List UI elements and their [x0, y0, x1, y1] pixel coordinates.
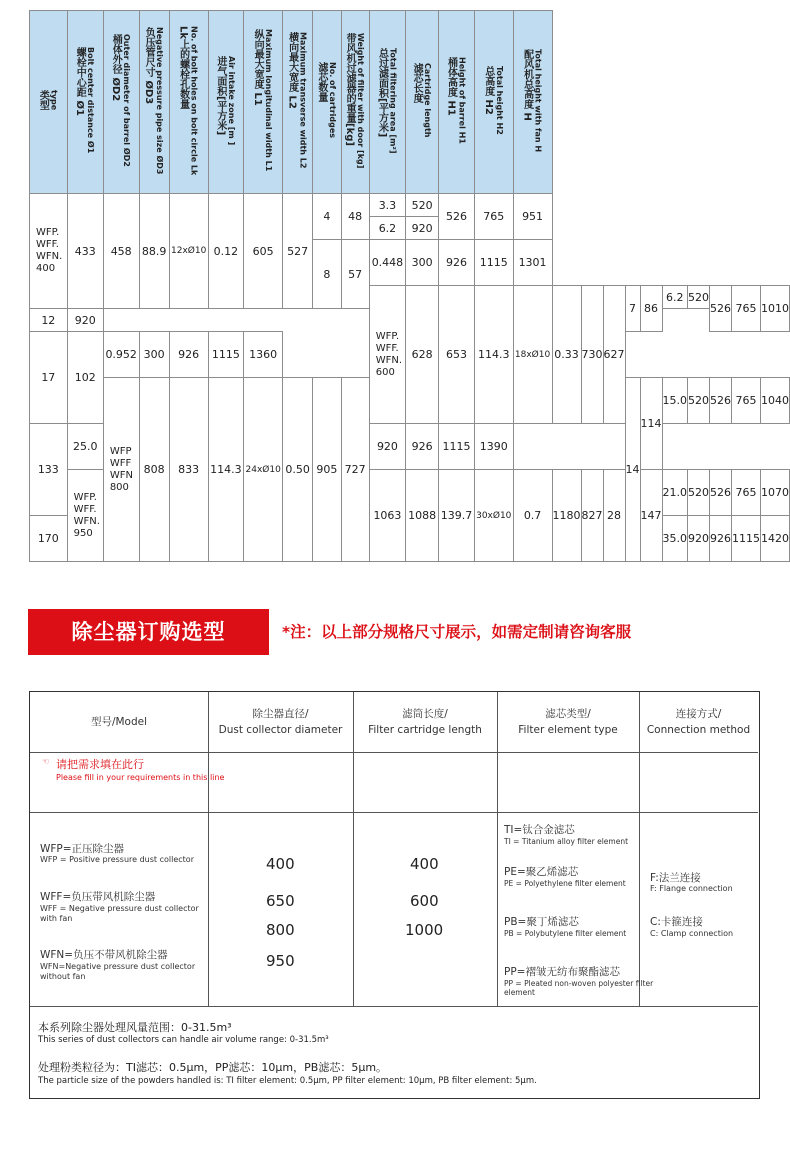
cartridge-count-cell: 8: [313, 240, 341, 309]
model-cell: WFP. WFF. WFN. 950: [67, 470, 103, 562]
cartridge-count-cell: 17: [30, 332, 68, 424]
header-type-zh: 滤芯类型/: [545, 708, 591, 720]
barrel-height-cell: 926: [439, 240, 475, 286]
model-cell: WFP. WFF. WFN. 400: [30, 194, 68, 309]
longitudinal-width-cell: 605: [244, 194, 283, 309]
spec-header-en: Bolt center distance Ø1: [86, 47, 96, 154]
total-height-cell: 765: [474, 194, 513, 240]
model-wfp-zh: WFP=正压除尘器: [40, 843, 125, 855]
spec-header-en: Maximum transverse width L2: [298, 32, 308, 169]
fill-instruction-en: Please fill in your requirements in this line: [56, 773, 225, 782]
model-cell: WFP. WFF. WFN. 600: [369, 286, 405, 424]
transverse-width-cell: 527: [283, 194, 313, 309]
spec-header-text: [446, 57, 468, 144]
cartridge-length-cell: 920: [406, 217, 439, 240]
connection-clamp-en: C: Clamp connection: [650, 929, 734, 938]
fill-instruction-zh: 请把需求填在此行: [56, 758, 144, 771]
spec-header-zh: 总过滤面积[平方米]: [376, 47, 388, 137]
spec-header-text: [522, 49, 544, 152]
grid-line: [30, 1006, 758, 1007]
spec-header-text: [215, 56, 237, 145]
header-diameter-en: Dust collector diameter: [218, 724, 343, 736]
spec-header-cell: [139, 11, 169, 194]
filter-area-cell: 3.3: [369, 194, 405, 217]
spec-header-zh: 桶体高度 H1: [445, 57, 457, 116]
length-option: 1000: [405, 921, 444, 939]
spec-header-cell: [369, 11, 405, 194]
bolt-distance-cell: 808: [139, 378, 169, 562]
weight-cell: 114: [640, 378, 662, 470]
spec-header-cell: [406, 11, 439, 194]
cartridge-length-cell: 520: [688, 378, 710, 424]
cartridge-count-cell: 28: [603, 470, 625, 562]
longitudinal-width-cell: 905: [313, 378, 341, 562]
total-height-cell: 1115: [732, 516, 761, 562]
element-ti-en: TI = Titanium alloy filter element: [504, 837, 629, 846]
bolt-holes-cell: 12xØ10: [169, 194, 208, 309]
diameter-option: 950: [266, 952, 295, 970]
spec-header-en: Negative pressure pipe size ØD3: [155, 26, 165, 175]
spec-header-cell: [169, 11, 208, 194]
spec-header-zh: 进气面积[平方米]: [214, 55, 226, 136]
spec-header-text: [143, 27, 165, 175]
header-diameter-zh: 除尘器直径/: [252, 708, 309, 720]
spec-header-text: [37, 90, 59, 110]
length-option: 400: [410, 855, 439, 873]
hand-pointer-icon: ☜: [42, 757, 50, 766]
barrel-height-cell: 926: [169, 332, 208, 378]
spec-header-en: Weight of filter with door [kg]: [356, 32, 366, 169]
spec-header-text: [411, 63, 433, 138]
spec-header-cell: [341, 11, 369, 194]
weight-cell: 48: [341, 194, 369, 240]
total-height-cell: 1115: [208, 332, 244, 378]
header-connection: [639, 692, 758, 752]
barrel-height-cell: 526: [710, 286, 732, 332]
cartridge-count-cell: 14: [625, 378, 640, 562]
filter-area-cell: 6.2: [662, 286, 688, 309]
header-diameter: [208, 692, 353, 752]
barrel-diameter-cell: 1088: [406, 470, 439, 562]
height-with-fan-cell: 1420: [761, 516, 790, 562]
spec-header-en: No. of cartridges: [327, 62, 337, 139]
cartridge-length-cell: 920: [369, 424, 405, 470]
weight-cell: 170: [30, 516, 68, 562]
model-cell: WFP WFF WFN 800: [103, 378, 139, 562]
longitudinal-width-cell: 730: [581, 286, 603, 424]
barrel-height-cell: 926: [406, 424, 439, 470]
air-intake-cell: 0.12: [208, 194, 244, 309]
order-banner: [28, 609, 763, 655]
element-pp-zh: PP=褶皱无纺布聚酯滤芯: [504, 966, 620, 978]
fill-element-cell[interactable]: [498, 753, 639, 812]
air-intake-cell: 0.50: [283, 378, 313, 562]
weight-cell: 102: [67, 332, 103, 424]
cartridge-length-cell: 300: [406, 240, 439, 286]
spec-header-zh: 类型: [37, 90, 49, 111]
air-volume-note-en: This series of dust collectors can handle air volume range: 0-31.5m³: [38, 1035, 329, 1045]
spec-header-cell: [513, 11, 552, 194]
model-wfp-en: WFP = Positive pressure dust collector: [40, 855, 194, 864]
spec-header-zh: 滤芯长度: [411, 63, 423, 104]
spec-header-zh: 纵向最大宽度 L1: [252, 29, 264, 107]
banner-title: 除尘器订购选型: [28, 609, 269, 655]
spec-header-text: [316, 62, 338, 138]
spec-header-text: [344, 33, 366, 168]
transverse-width-cell: 627: [603, 286, 625, 424]
spec-header-cell: [439, 11, 475, 194]
element-pe-en: PE = Polyethylene filter element: [504, 879, 626, 888]
filter-area-cell: 0.448: [369, 240, 405, 286]
spec-header-en: Height of barrel H1: [457, 57, 467, 144]
fill-connection-cell[interactable]: [640, 753, 758, 812]
total-height-cell: 1115: [439, 424, 475, 470]
barrel-height-cell: 926: [710, 516, 732, 562]
spec-header-zh: 配风机总高度 H: [521, 48, 533, 121]
spec-header-zh: 滤芯数量: [315, 62, 327, 103]
order-table: [29, 691, 760, 1099]
pipe-size-cell: 88.9: [139, 194, 169, 309]
cartridge-count-cell: 7: [625, 286, 640, 332]
spec-header-text: [483, 66, 505, 135]
height-with-fan-cell: 1360: [244, 332, 283, 378]
filter-area-cell: 6.2: [369, 217, 405, 240]
bolt-distance-cell: 628: [406, 286, 439, 424]
spec-header-text: [376, 48, 398, 154]
spec-header-text: [252, 29, 274, 171]
air-intake-cell: 0.7: [513, 470, 552, 562]
spec-header-text: [287, 32, 309, 168]
element-ti-zh: TI=钛合金滤芯: [504, 824, 575, 836]
particle-size-note-zh: 处理粉类粒径为：TI滤芯：0.5μm，PP滤芯：10μm，PB滤芯：5μm。: [38, 1061, 388, 1074]
air-intake-cell: 0.33: [552, 286, 581, 424]
cartridge-length-cell: 300: [139, 332, 169, 378]
spec-header-en: type: [49, 90, 59, 111]
spec-header-en: Maximum longitudinal width L1: [264, 29, 274, 172]
banner-note: *注：以上部分规格尺寸展示，如需定制请咨询客服: [269, 609, 763, 655]
spec-header-cell: [67, 11, 103, 194]
filter-area-cell: 35.0: [662, 516, 688, 562]
height-with-fan-cell: 1390: [474, 424, 513, 470]
spec-row: [30, 194, 790, 217]
pipe-size-cell: 139.7: [439, 470, 475, 562]
air-volume-note-zh: 本系列除尘器处理风量范围：0-31.5m³: [38, 1021, 232, 1034]
filter-area-cell: 0.952: [103, 332, 139, 378]
cartridge-length-cell: 520: [406, 194, 439, 217]
transverse-width-cell: 727: [341, 378, 369, 562]
spec-header-en: Air intake zone [m ]: [226, 55, 236, 146]
model-wfn-zh: WFN=负压不带风机除尘器: [40, 949, 168, 961]
grid-line: [30, 812, 758, 813]
fill-length-cell[interactable]: [354, 753, 497, 812]
element-pe-zh: PE=聚乙烯滤芯: [504, 866, 579, 878]
pipe-size-cell: 114.3: [474, 286, 513, 424]
spec-header-cell: [103, 11, 139, 194]
model-wff-zh: WFF=负压带风机除尘器: [40, 891, 156, 903]
spec-header-zh: 带风机过滤器的重量[kg]: [344, 32, 356, 146]
barrel-diameter-cell: 458: [103, 194, 139, 309]
element-pp-en: PP = Pleated non-woven polyester filter element: [504, 979, 654, 997]
particle-size-note-en: The particle size of the powders handled is: TI filter element: 0.5μm, PP filter element: 10μm, PB filter element: 5μm.: [38, 1076, 537, 1086]
bolt-holes-cell: 18xØ10: [513, 286, 552, 424]
spec-header-zh: 横向最大宽度 L2: [286, 32, 298, 110]
diameter-option: 400: [266, 855, 295, 873]
spec-header-zh: 总高度 H2: [482, 66, 494, 115]
connection-flange-en: F: Flange connection: [650, 884, 733, 893]
total-height-cell: 1115: [474, 240, 513, 286]
total-height-cell: 765: [732, 470, 761, 516]
total-height-cell: 765: [732, 378, 761, 424]
height-with-fan-cell: 1301: [513, 240, 552, 286]
spec-header-en: Cartridge length: [423, 63, 433, 138]
header-length-en: Filter cartridge length: [368, 724, 482, 736]
spec-header-cell: [30, 11, 68, 194]
barrel-height-cell: 526: [710, 378, 732, 424]
spec-header-zh: 负压管尺寸 ØD3: [143, 26, 155, 104]
cartridge-length-cell: 920: [688, 516, 710, 562]
header-element-type: [497, 692, 639, 752]
spec-header-zh: 桶体外径 ØD2: [110, 34, 122, 102]
filter-area-cell: 12: [30, 309, 68, 332]
header-conn-en: Connection method: [646, 724, 751, 736]
barrel-diameter-cell: 833: [169, 378, 208, 562]
transverse-width-cell: 827: [581, 470, 603, 562]
cartridge-length-cell: 520: [688, 286, 710, 309]
diameter-option: 650: [266, 892, 295, 910]
barrel-height-cell: 526: [439, 194, 475, 240]
element-pb-zh: PB=聚丁烯滤芯: [504, 916, 579, 928]
spec-header-en: Total height H2: [494, 66, 504, 135]
header-conn-zh: 连接方式/: [675, 708, 722, 720]
weight-cell: 57: [341, 240, 369, 309]
connection-clamp-zh: C:卡箍连接: [650, 916, 703, 928]
header-length: [353, 692, 497, 752]
spec-header-cell: [208, 11, 244, 194]
bolt-holes-cell: 24xØ10: [244, 378, 283, 562]
height-with-fan-cell: 1070: [761, 470, 790, 516]
cartridge-count-cell: 4: [313, 194, 341, 240]
spec-header-cell: [283, 11, 313, 194]
height-with-fan-cell: 1010: [761, 286, 790, 332]
model-wfn-en: WFN=Negative pressure dust collector without fan: [40, 962, 196, 981]
bolt-holes-cell: 30xØ10: [474, 470, 513, 562]
spec-header-zh: Lk上的螺栓孔数量: [177, 25, 189, 109]
weight-cell: 133: [30, 424, 68, 516]
spec-header-zh: 螺栓中心距 Ø1: [74, 47, 86, 117]
longitudinal-width-cell: 1180: [552, 470, 581, 562]
model-wff-en: WFF = Negative pressure dust collector with fan: [40, 904, 199, 923]
header-type-en: Filter element type: [518, 724, 618, 736]
height-with-fan-cell: 1040: [761, 378, 790, 424]
pipe-size-cell: 114.3: [208, 378, 244, 562]
cartridge-length-cell: 520: [688, 470, 710, 516]
cartridge-length-cell: 920: [67, 309, 103, 332]
spec-header-en: Outer diameter of barrel ØD2: [122, 34, 132, 167]
spec-header-cell: [474, 11, 513, 194]
weight-cell: 86: [640, 286, 662, 332]
spec-table: [29, 10, 790, 562]
header-length-zh: 滤筒长度/: [402, 708, 448, 720]
spec-header-text: [110, 34, 132, 167]
spec-body: [30, 194, 790, 562]
bolt-distance-cell: 433: [67, 194, 103, 309]
total-height-cell: 765: [732, 286, 761, 332]
spec-header-en: No. of bolt holes on bolt circle Lk: [189, 25, 199, 176]
spec-header-text: [178, 26, 200, 175]
header-model: [30, 692, 208, 752]
spec-header-row: [30, 11, 790, 194]
diameter-option: 800: [266, 921, 295, 939]
filter-area-cell: 25.0: [67, 424, 103, 470]
spec-header-cell: [244, 11, 283, 194]
element-pb-en: PB = Polybutylene filter element: [504, 929, 627, 938]
fill-diameter-cell[interactable]: [209, 753, 353, 812]
spec-header-cell: [313, 11, 341, 194]
weight-cell: 147: [640, 470, 662, 562]
height-with-fan-cell: 951: [513, 194, 552, 240]
connection-flange-zh: F:法兰连接: [650, 872, 701, 884]
spec-header-en: Total filtering area [m²]: [388, 47, 398, 154]
barrel-height-cell: 526: [710, 470, 732, 516]
filter-area-cell: 21.0: [662, 470, 688, 516]
filter-area-cell: 15.0: [662, 378, 688, 424]
barrel-diameter-cell: 653: [439, 286, 475, 424]
bolt-distance-cell: 1063: [369, 470, 405, 562]
spec-header-text: [74, 47, 96, 153]
length-option: 600: [410, 892, 439, 910]
header-model-label: 型号/Model: [90, 716, 148, 728]
spec-header-en: Total height with fan H: [533, 48, 543, 153]
